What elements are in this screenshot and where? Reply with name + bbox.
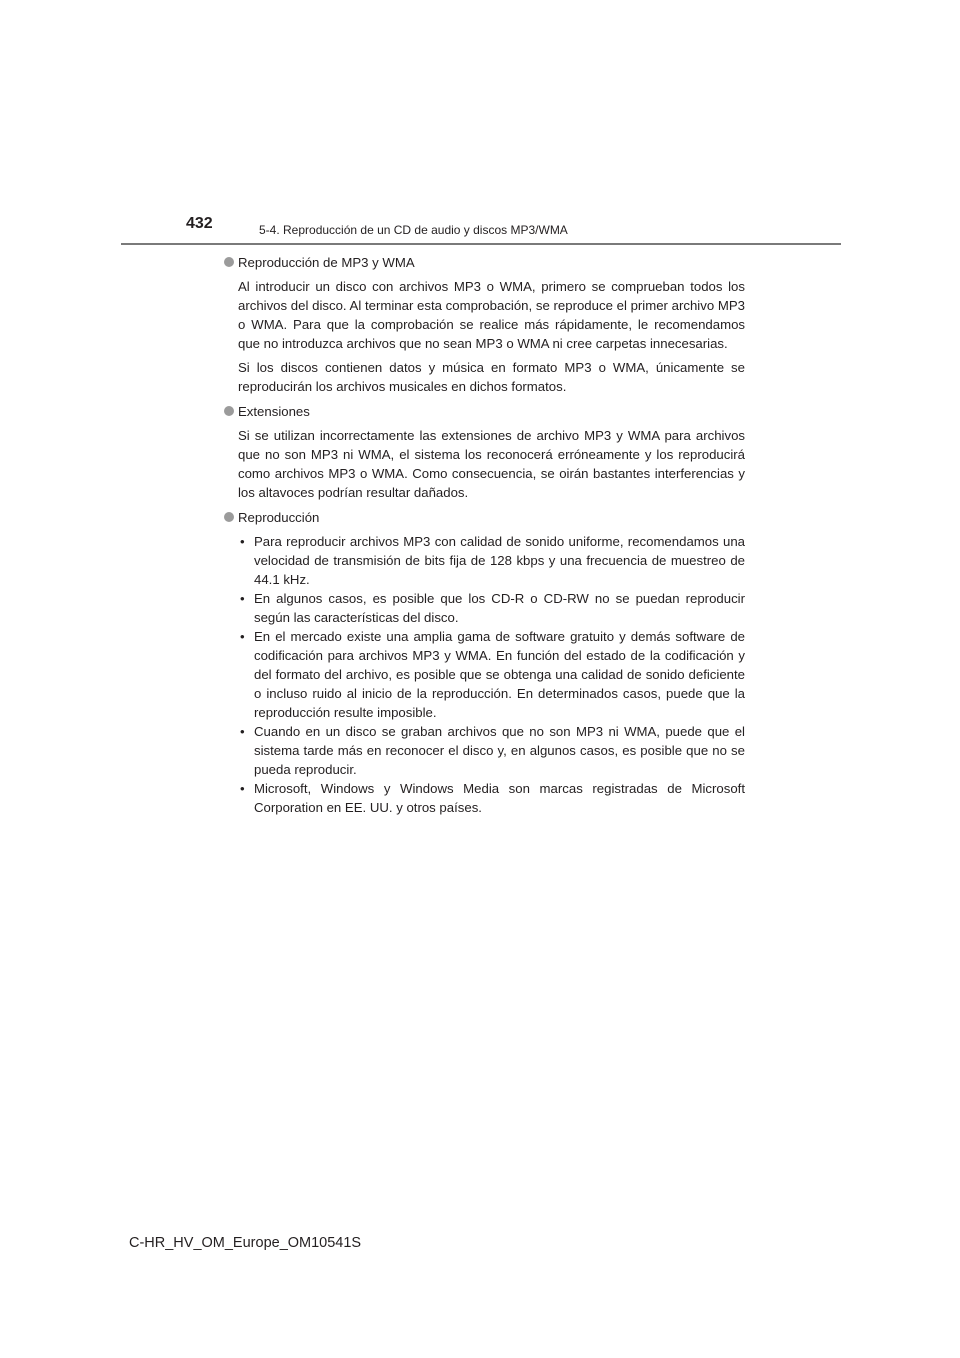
section-heading-text: Extensiones: [238, 404, 310, 419]
list-item-text: En algunos casos, es posible que los CD-R o CD-RW no se puedan reproducir según las características del disco.: [254, 591, 745, 625]
paragraph: Si los discos contienen datos y música en formato MP3 o WMA, únicamente se reproducirán los archivos musicales en dichos formatos.: [238, 360, 745, 394]
list-item: [238, 532, 745, 589]
bullet-list: [238, 532, 745, 817]
section-title: 5-4. Reproducción de un CD de audio y discos MP3/WMA: [259, 223, 568, 237]
page-content: [224, 253, 745, 817]
paragraph: Si se utilizan incorrectamente las extensiones de archivo MP3 y WMA para archivos que no son MP3 ni WMA, el sistema los reconocerá erróneamente y los reproducirá como archivos MP3 o WMA. Como consecuencia, se oirán bastantes interferencias y los altavoces podrían resultar dañados.: [238, 428, 745, 500]
section-heading-text: Reproducción: [238, 510, 320, 525]
section-heading: [224, 508, 745, 527]
circle-bullet-icon: [224, 406, 234, 416]
section-heading: [224, 253, 745, 272]
list-item: [238, 589, 745, 627]
list-item-text: En el mercado existe una amplia gama de software gratuito y demás software de codificación para archivos MP3 y WMA. En función del estado de la codificación y del formato del archivo, es posible que se obtenga una calidad de sonido deficiente o incluso ruido al inicio de la reproducción. En determinados casos, puede que la reproducción resulte imposible.: [254, 629, 745, 720]
dot-bullet-icon: •: [240, 591, 245, 606]
list-item: [238, 779, 745, 817]
section-heading-text: Reproducción de MP3 y WMA: [238, 255, 415, 270]
section-heading: [224, 402, 745, 421]
header-divider: [121, 243, 841, 245]
document-code: C-HR_HV_OM_Europe_OM10541S: [129, 1235, 362, 1251]
list-item: [238, 722, 745, 779]
page-number: 432: [186, 215, 213, 232]
dot-bullet-icon: •: [240, 629, 245, 644]
list-item-text: Para reproducir archivos MP3 con calidad de sonido uniforme, recomendamos una velocidad de transmisión de bits fija de 128 kbps y una frecuencia de muestreo de 44.1 kHz.: [254, 534, 745, 587]
dot-bullet-icon: •: [240, 534, 245, 549]
dot-bullet-icon: •: [240, 781, 245, 796]
list-item: [238, 627, 745, 722]
paragraph: Al introducir un disco con archivos MP3 o WMA, primero se comprueban todos los archivos del disco. Al terminar esta comprobación, se reproduce el primer archivo MP3 o WMA. Para que la comprobación se realice más rápidamente, le recomendamos que no introduzca archivos que no sean MP3 o WMA ni cree carpetas innecesarias.: [238, 279, 745, 351]
circle-bullet-icon: [224, 257, 234, 267]
dot-bullet-icon: •: [240, 724, 245, 739]
list-item-text: Cuando en un disco se graban archivos que no son MP3 ni WMA, puede que el sistema tarde más en reconocer el disco y, en algunos casos, es posible que no se pueda reproducir.: [254, 724, 745, 777]
list-item-text: Microsoft, Windows y Windows Media son marcas registradas de Microsoft Corporation en EE. UU. y otros países.: [254, 781, 745, 815]
circle-bullet-icon: [224, 512, 234, 522]
